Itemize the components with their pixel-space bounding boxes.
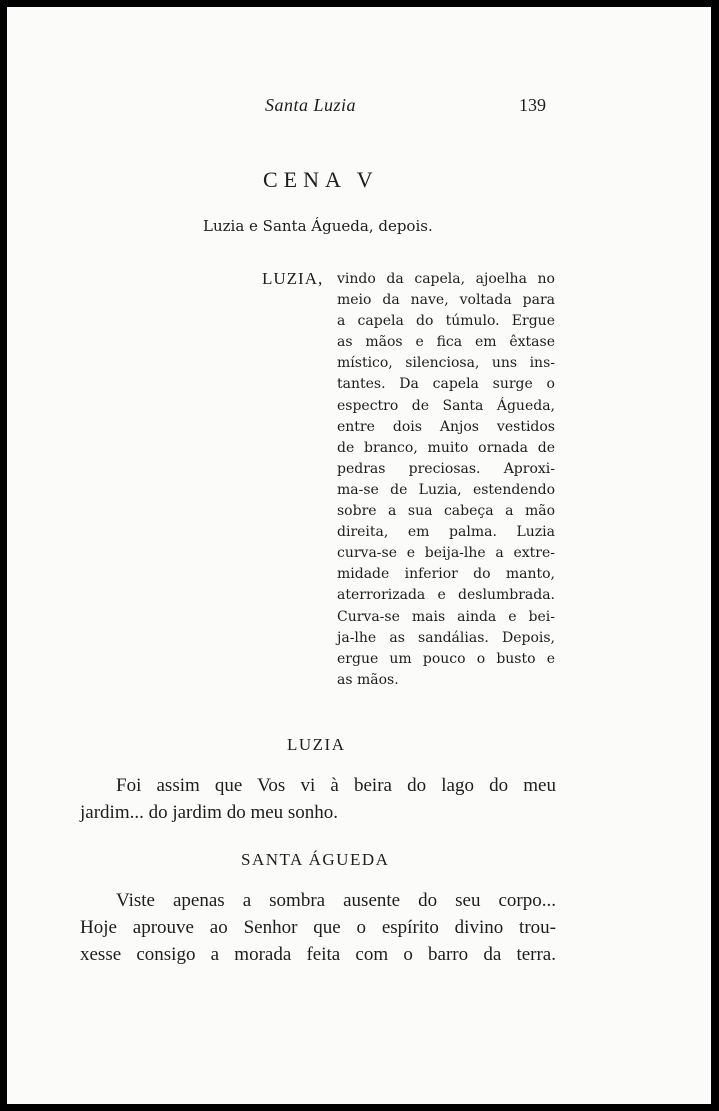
page-number: 139 (519, 95, 546, 115)
speaker-luzia: LUZIA (287, 735, 346, 754)
stage-direction-line: curva-se e beija-lhe a extre- (337, 545, 555, 562)
stage-direction-line: Curva-se mais ainda e bei- (337, 608, 555, 625)
stage-direction-line: direita, em palma. Luzia (337, 524, 555, 541)
speech-line: Foi assim que Vos vi à beira do lago do meu (116, 775, 556, 796)
stage-direction-line: místico, silenciosa, uns ins- (337, 355, 555, 372)
stage-direction-speaker: LUZIA, (262, 269, 324, 288)
stage-direction-line: de branco, muito ornada de (337, 439, 555, 456)
speech-luzia (80, 772, 556, 826)
speech-line: Hoje aprouve ao Senhor que o espírito divino trou- (80, 917, 556, 938)
speech-line: xesse consigo a morada feita com o barro da terra. (80, 944, 556, 965)
scene-cast: Luzia e Santa Águeda, depois. (203, 217, 433, 235)
speech-santa-agueda (80, 887, 556, 968)
stage-direction-line: a capela do túmulo. Ergue (337, 313, 555, 330)
stage-direction-line: vindo da capela, ajoelha no (337, 271, 555, 287)
stage-direction-line: midade inferior do manto, (337, 566, 555, 583)
stage-direction-line: espectro de Santa Águeda, (337, 397, 555, 414)
stage-direction-line: sobre a sua cabeça a mão (337, 503, 555, 520)
scene-heading: CENA V (263, 167, 379, 192)
stage-direction-line: as mãos. (337, 671, 399, 688)
stage-direction-line: entre dois Anjos vestidos (337, 418, 555, 435)
stage-direction-line: tantes. Da capela surge o (337, 376, 555, 393)
stage-direction-line: as mãos e fica em êxtase (337, 334, 555, 351)
speech-line: Viste apenas a sombra ausente do seu corpo... (116, 890, 556, 911)
speech-line: jardim... do jardim do meu sonho. (80, 802, 339, 823)
running-title: Santa Luzia (265, 95, 357, 115)
stage-direction-line: ja-lhe as sandálias. Depois, (337, 629, 555, 646)
stage-direction (337, 269, 555, 691)
speaker-santa-agueda: SANTA ÁGUEDA (241, 850, 390, 869)
stage-direction-line: ma-se de Luzia, estendendo (337, 481, 555, 498)
book-page (7, 7, 711, 1104)
stage-direction-line: aterrorizada e deslumbrada. (337, 587, 555, 604)
stage-direction-line: meio da nave, voltada para (337, 292, 555, 309)
stage-direction-line: pedras preciosas. Aproxi- (337, 460, 555, 477)
stage-direction-line: ergue um pouco o busto e (337, 650, 555, 667)
